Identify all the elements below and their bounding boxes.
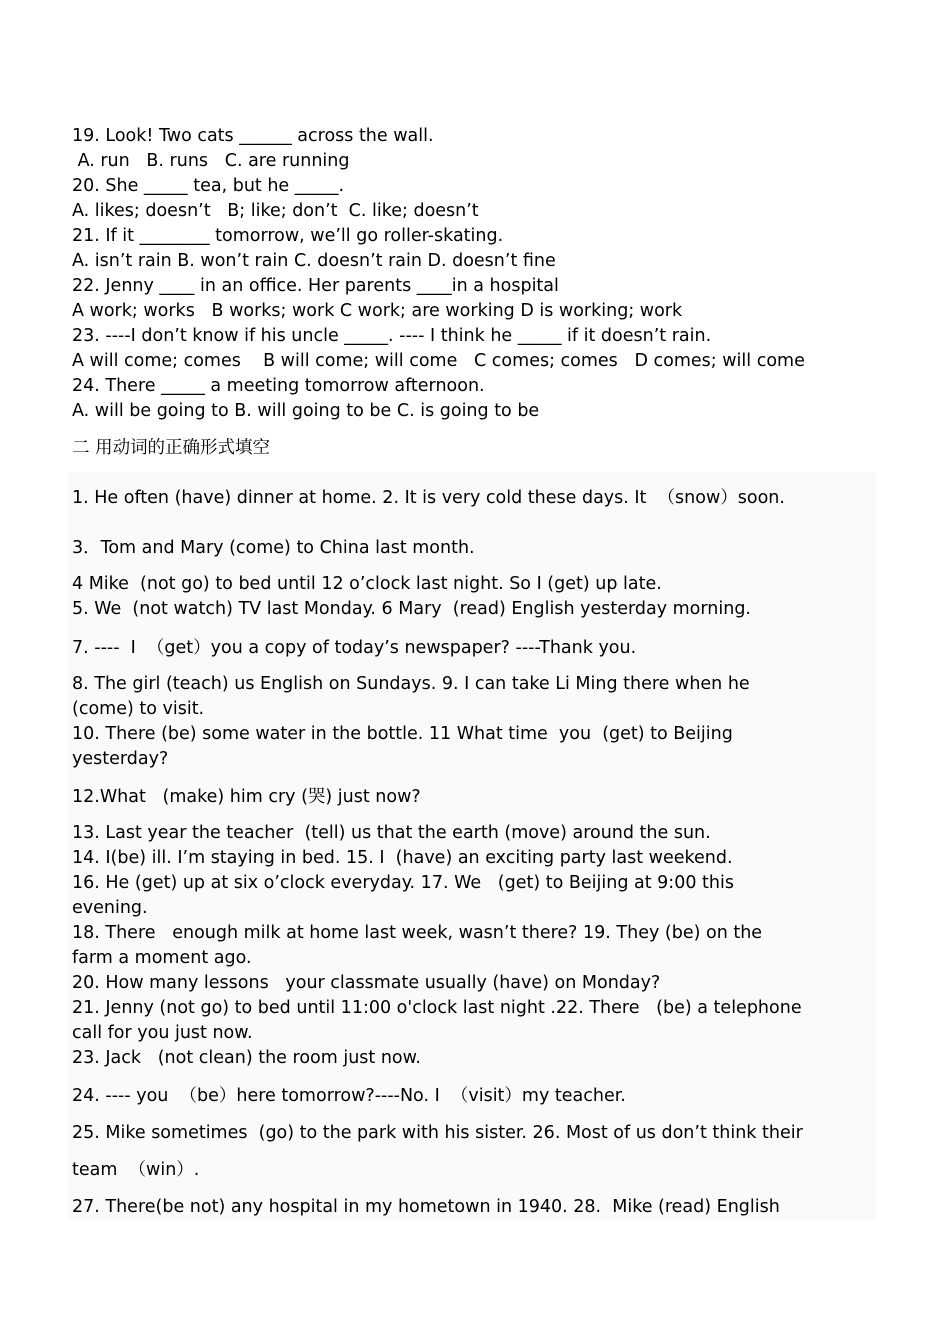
question-19: 19. Look! Two cats ______ across the wall. — [72, 126, 434, 146]
fill-line: 21. Jenny (not go) to bed until 11:00 o'clock last night .22. There (be) a telephone — [72, 998, 802, 1018]
fill-line: (come) to visit. — [72, 699, 205, 719]
question-22: 22. Jenny ____ in an office. Her parents ____in a hospital — [72, 276, 559, 296]
fill-line: 18. There enough milk at home last week, wasn’t there? 19. They (be) on the — [72, 923, 763, 943]
fill-line: 14. I(be) ill. I’m staying in bed. 15. I (have) an exciting party last weekend. — [72, 848, 733, 868]
fill-line: 13. Last year the teacher (tell) us that the earth (move) around the sun. — [72, 823, 711, 843]
fill-line: farm a moment ago. — [72, 948, 252, 968]
fill-line: 23. Jack (not clean) the room just now. — [72, 1048, 421, 1068]
question-24: 24. There _____ a meeting tomorrow afternoon. — [72, 376, 485, 396]
fill-line: team （win）. — [72, 1160, 200, 1180]
fill-line: 8. The girl (teach) us English on Sundays. 9. I can take Li Ming there when he — [72, 674, 750, 694]
fill-line: evening. — [72, 898, 148, 918]
fill-line: call for you just now. — [72, 1023, 253, 1043]
fill-line: yesterday? — [72, 749, 169, 769]
fill-line: 7. ---- I （get）you a copy of today’s newspaper? ----Thank you. — [72, 638, 637, 658]
question-21-options: A. isn’t rain B. won’t rain C. doesn’t rain D. doesn’t fine — [72, 251, 556, 271]
fill-line: 3．Tom and Mary (come) to China last month. — [72, 538, 475, 558]
question-21: 21. If it ________ tomorrow, we’ll go roller-skating. — [72, 226, 504, 246]
question-23-options: A will come; comes B will come; will come C comes; comes D comes; will come — [72, 351, 805, 371]
question-22-options: A work; works B works; work C work; are working D is working; work — [72, 301, 683, 321]
question-20-options: A. likes; doesn’t B; like; don’t C. like; doesn’t — [72, 201, 479, 221]
fill-line: 10. There (be) some water in the bottle. 11 What time you (get) to Beijing — [72, 724, 733, 744]
question-19-options: A. run B. runs C. are running — [72, 151, 350, 171]
fill-line: 27. There(be not) any hospital in my hometown in 1940. 28. Mike (read) English — [72, 1197, 780, 1217]
section-heading: 二 用动词的正确形式填空 — [72, 438, 271, 458]
fill-line: 20. How many lessons your classmate usually (have) on Monday? — [72, 973, 661, 993]
question-20: 20. She _____ tea, but he _____. — [72, 176, 345, 196]
fill-line: 12.What (make) him cry (哭) just now? — [72, 787, 421, 807]
fill-line: 25. Mike sometimes (go) to the park with his sister. 26. Most of us don’t think their — [72, 1123, 803, 1143]
question-24-options: A. will be going to B. will going to be C. is going to be — [72, 401, 540, 421]
question-23: 23. ----I don’t know if his uncle _____. ---- I think he _____ if it doesn’t rain. — [72, 326, 712, 346]
fill-line: 5. We (not watch) TV last Monday. 6 Mary (read) English yesterday morning. — [72, 599, 751, 619]
fill-line: 4 Mike (not go) to bed until 12 o’clock last night. So I (get) up late. — [72, 574, 662, 594]
fill-line: 1. He often (have) dinner at home. 2. It is very cold these days. It （snow）soon. — [72, 488, 785, 508]
fill-line: 24. ---- you （be）here tomorrow?----No. I （visit）my teacher. — [72, 1086, 626, 1106]
fill-line: 16. He (get) up at six o’clock everyday. 17. We (get) to Beijing at 9:00 this — [72, 873, 734, 893]
